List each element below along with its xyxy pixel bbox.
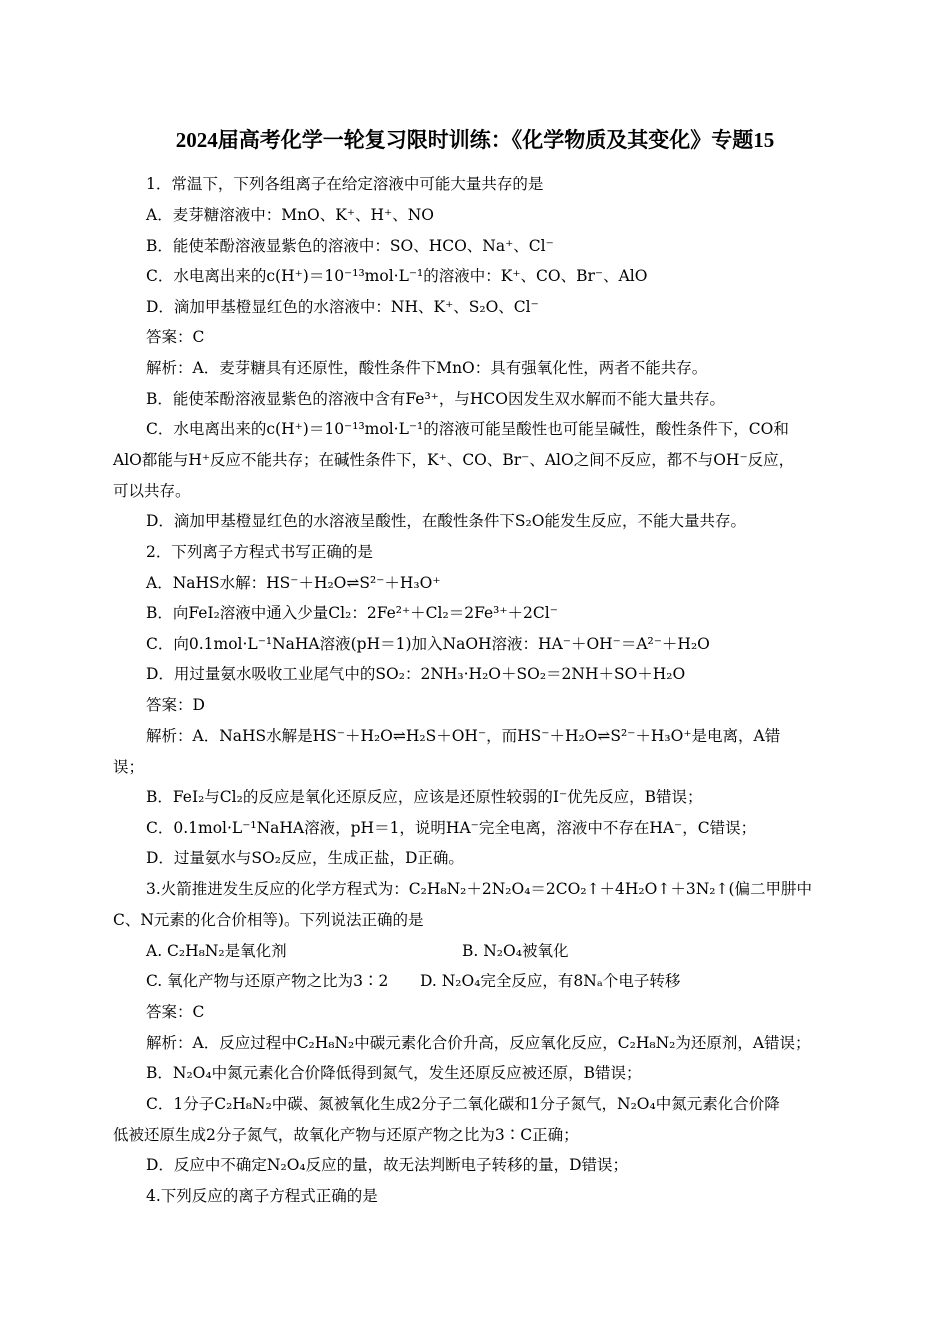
question-2-stem: 2．下列离子方程式书写正确的是 xyxy=(146,543,373,561)
question-1-answer: 答案：C xyxy=(146,328,205,346)
question-1-stem: 1．常温下，下列各组离子在给定溶液中可能大量共存的是 xyxy=(146,175,544,193)
question-2-option-b: B．向FeI₂溶液中通入少量Cl₂：2Fe²⁺＋Cl₂＝2Fe³⁺＋2Cl⁻ xyxy=(146,604,558,622)
question-2-answer: 答案：D xyxy=(146,696,205,714)
question-1-analysis-a: 解析：A．麦芽糖具有还原性，酸性条件下MnO：具有强氧化性，两者不能共存。 xyxy=(146,359,708,377)
question-3-option-c: C. 氧化产物与还原产物之比为3∶2 xyxy=(146,972,389,990)
question-3-option-b: B. N₂O₄被氧化 xyxy=(462,942,569,960)
question-1-analysis-c-line2: AlO都能与H⁺反应不能共存；在碱性条件下，K⁺、CO、Br⁻、AlO之间不反应，都不与OH⁻反应， xyxy=(113,451,795,469)
question-3-analysis-c-line1: C．1分子C₂H₈N₂中碳、氮被氧化生成2分子二氧化碳和1分子氮气，N₂O₄中氮元素化合价降 xyxy=(146,1095,780,1113)
question-1-option-c: C．水电离出来的c(H⁺)＝10⁻¹³mol·L⁻¹的溶液中：K⁺、CO、Br⁻、AlO xyxy=(146,267,648,285)
question-3-stem-line1: 3.火箭推进发生反应的化学方程式为：C₂H₈N₂＋2N₂O₄＝2CO₂↑＋4H₂O↑＋3N₂↑(偏二甲肼中 xyxy=(146,880,813,898)
question-2-analysis-c: C．0.1mol·L⁻¹NaHA溶液，pH＝1，说明HA⁻完全电离，溶液中不存在HA⁻，C错误； xyxy=(146,819,757,837)
question-3-analysis-d: D．反应中不确定N₂O₄反应的量，故无法判断电子转移的量，D错误； xyxy=(146,1156,629,1174)
question-1-analysis-d: D．滴加甲基橙显红色的水溶液呈酸性，在酸性条件下S₂O能发生反应，不能大量共存。 xyxy=(146,512,746,530)
question-2-option-c: C．向0.1mol·L⁻¹NaHA溶液(pH＝1)加入NaOH溶液：HA⁻＋OH⁻＝A²⁻＋H₂O xyxy=(146,635,710,653)
question-1-analysis-c-line1: C．水电离出来的c(H⁺)＝10⁻¹³mol·L⁻¹的溶液可能呈酸性也可能呈碱性，酸性条件下，CO和 xyxy=(146,420,789,438)
question-3-answer: 答案：C xyxy=(146,1003,205,1021)
question-3-option-a: A. C₂H₈N₂是氧化剂 xyxy=(146,942,287,960)
question-1-analysis-b: B．能使苯酚溶液显紫色的溶液中含有Fe³⁺，与HCO因发生双水解而不能大量共存。 xyxy=(146,390,725,408)
question-2-analysis-a-line2: 误； xyxy=(113,758,145,776)
question-2-option-a: A．NaHS水解：HS⁻＋H₂O⇌S²⁻＋H₃O⁺ xyxy=(146,574,441,592)
question-1-option-b: B．能使苯酚溶液显紫色的溶液中：SO、HCO、Na⁺、Cl⁻ xyxy=(146,237,554,255)
question-3-stem-line2: C、N元素的化合价相等)。下列说法正确的是 xyxy=(113,911,424,929)
question-1-option-a: A．麦芽糖溶液中：MnO、K⁺、H⁺、NO xyxy=(146,206,434,224)
question-2-analysis-a-line1: 解析：A．NaHS水解是HS⁻＋H₂O⇌H₂S＋OH⁻，而HS⁻＋H₂O⇌S²⁻＋H₃O⁺是电离，A错 xyxy=(146,727,781,745)
question-1-option-d: D．滴加甲基橙显红色的水溶液中：NH、K⁺、S₂O、Cl⁻ xyxy=(146,298,539,316)
question-3-analysis-c-line2: 低被还原生成2分子氮气，故氧化产物与还原产物之比为3∶C正确； xyxy=(113,1126,579,1144)
question-4-stem: 4.下列反应的离子方程式正确的是 xyxy=(146,1187,378,1205)
question-1-analysis-c-line3: 可以共存。 xyxy=(113,482,191,500)
question-2-analysis-b: B．FeI₂与Cl₂的反应是氧化还原反应，应该是还原性较弱的I⁻优先反应，B错误； xyxy=(146,788,703,806)
question-3-option-d: D. N₂O₄完全反应，有8Nₐ个电子转移 xyxy=(420,972,681,990)
question-2-option-d: D．用过量氨水吸收工业尾气中的SO₂：2NH₃·H₂O＋SO₂＝2NH＋SO＋H₂O xyxy=(146,665,686,683)
page-title: 2024届高考化学一轮复习限时训练：《化学物质及其变化》专题15 xyxy=(175,128,775,152)
question-3-analysis-a: 解析：A．反应过程中C₂H₈N₂中碳元素化合价升高，反应氧化反应，C₂H₈N₂为还原剂，A错误； xyxy=(146,1034,811,1052)
question-2-analysis-d: D．过量氨水与SO₂反应，生成正盐，D正确。 xyxy=(146,849,464,867)
question-3-analysis-b: B．N₂O₄中氮元素化合价降低得到氮气，发生还原反应被还原，B错误； xyxy=(146,1064,642,1082)
